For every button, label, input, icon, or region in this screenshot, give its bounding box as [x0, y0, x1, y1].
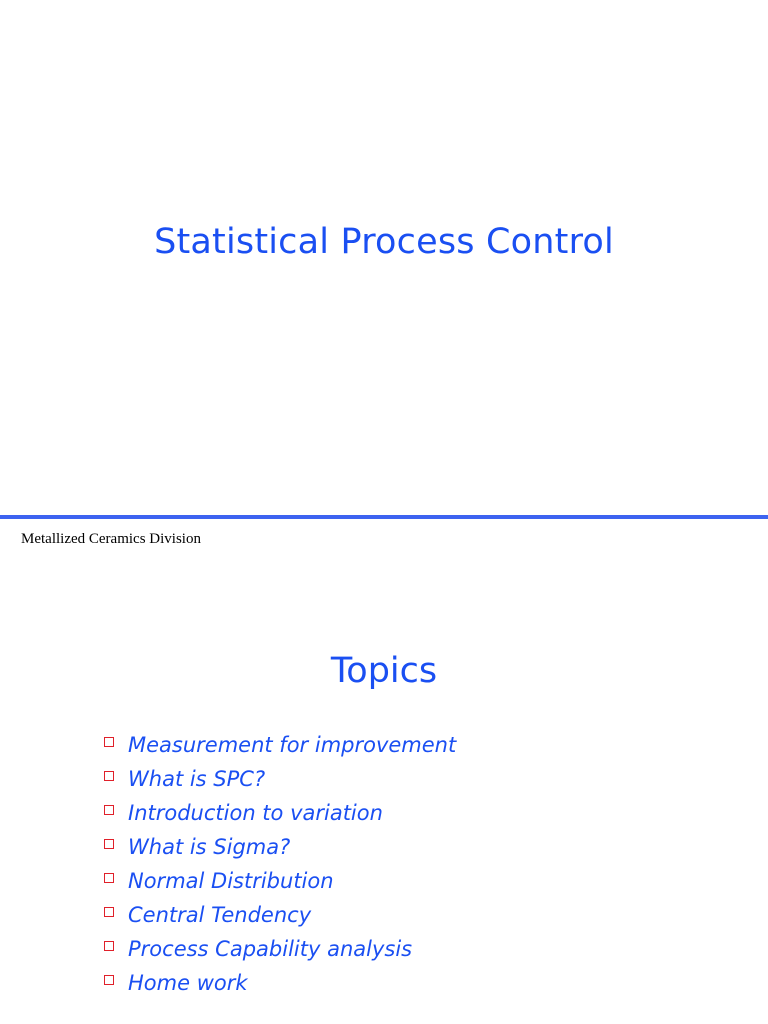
topic-label: Normal Distribution	[128, 869, 334, 893]
square-bullet-icon	[104, 907, 114, 917]
slide-divider	[0, 515, 768, 519]
topics-heading: Topics	[330, 651, 438, 691]
square-bullet-icon	[104, 941, 114, 951]
list-item	[100, 864, 456, 898]
topic-label: Introduction to variation	[128, 801, 383, 825]
topic-label: What is SPC?	[128, 767, 266, 791]
topic-label: Process Capability analysis	[128, 937, 413, 961]
square-bullet-icon	[104, 805, 114, 815]
list-item	[100, 932, 456, 966]
topic-label: Measurement for improvement	[128, 733, 457, 757]
list-item	[100, 898, 456, 932]
topic-label: Central Tendency	[128, 903, 312, 927]
topic-label: What is Sigma?	[128, 835, 291, 859]
list-item	[100, 728, 456, 762]
list-item	[100, 966, 456, 1000]
topic-label: Home work	[128, 971, 248, 995]
list-item	[100, 830, 456, 864]
square-bullet-icon	[104, 839, 114, 849]
square-bullet-icon	[104, 975, 114, 985]
footer-division-label: Metallized Ceramics Division	[21, 531, 201, 547]
square-bullet-icon	[104, 873, 114, 883]
list-item	[100, 762, 456, 796]
list-item	[100, 796, 456, 830]
square-bullet-icon	[104, 737, 114, 747]
square-bullet-icon	[104, 771, 114, 781]
topic-list	[100, 728, 456, 1000]
slide-title: Statistical Process Control	[154, 222, 614, 262]
